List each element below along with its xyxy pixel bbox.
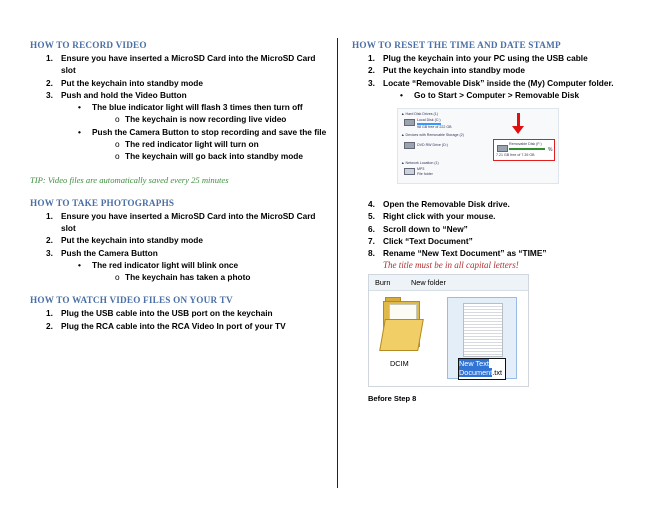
network-item-sub: File folder (417, 172, 433, 176)
list-item: 2. Put the keychain into standby mode (46, 235, 203, 246)
burn-button: Burn (375, 278, 391, 287)
list-item: 3. Locate “Removable Disk” inside the (My) Computer folder. (368, 77, 614, 88)
network-item: MP3 (417, 167, 425, 171)
list-item: • The blue indicator light will flash 3 times then turn off (78, 102, 303, 113)
folder-toolbar (369, 275, 528, 291)
dvd-drive-icon (404, 142, 415, 149)
hard-disk-header: ▲ Hard Disk Drives (1) (401, 112, 438, 116)
list-item: o The keychain is now recording live video (115, 114, 287, 125)
removable-disk-free: 7.21 GB free of 7.39 GB (496, 153, 535, 157)
rename-field: New Text Document.txt (458, 358, 506, 380)
list-item: • The red indicator light will blink once (78, 259, 239, 270)
list-item: 1. Plug the USB cable into the USB port on the keychain (46, 308, 273, 319)
dvd-label: DVD RW Drive (D:) (417, 143, 448, 147)
local-disk-free: 98 GB free of 222 GB (417, 125, 452, 129)
computer-folder-screenshot (397, 108, 559, 184)
trailing-mark: % (548, 147, 553, 153)
new-folder-button: New folder (411, 278, 446, 287)
network-folder-icon (404, 168, 415, 175)
text-document-icon (463, 303, 503, 357)
capital-letters-note: The title must be in all capital letters! (383, 260, 519, 271)
list-item: 5. Right click with your mouse. (368, 211, 496, 222)
reset-steps-a (352, 52, 652, 89)
list-item: 1. Ensure you have inserted a MicroSD Card into the MicroSD Card slot (46, 210, 316, 233)
list-item: 3. Push the Camera Button (46, 247, 158, 258)
folder-front (379, 319, 424, 351)
red-arrow-icon (517, 113, 520, 127)
tv-steps (30, 307, 330, 332)
watch-tv-heading: HOW TO WATCH VIDEO FILES ON YOUR TV (30, 295, 233, 306)
folder-window-screenshot (368, 274, 529, 387)
right-column (352, 40, 652, 101)
local-disk-label: Local Disk (C:) (417, 118, 441, 122)
list-item: 2. Plug the RCA cable into the RCA Video In port of your TV (46, 320, 286, 331)
network-header: ▲ Network Location (1) (401, 161, 439, 165)
before-step-8-caption: Before Step 8 (368, 394, 417, 403)
list-item: 7. Click “Text Document” (368, 235, 473, 246)
list-item: 2. Put the keychain into standby mode (368, 65, 525, 76)
list-item: 6. Scroll down to “New” (368, 223, 468, 234)
list-item: o The red indicator light will turn on (115, 139, 259, 150)
removable-disk-label: Removable Disk (F:) (509, 142, 542, 146)
list-item: 4. Open the Removable Disk drive. (368, 199, 510, 209)
list-item: 2. Put the keychain into standby mode (46, 77, 203, 88)
column-divider (337, 38, 338, 488)
removable-disk-highlight (493, 139, 555, 161)
reset-time-heading: HOW TO RESET THE TIME AND DATE STAMP (352, 40, 561, 50)
reset-steps-b-block (352, 198, 652, 272)
record-video-heading: HOW TO RECORD VIDEO (30, 40, 147, 50)
tip-note: TIP: Video files are automatically saved every 25 minutes (30, 174, 229, 185)
list-item: 3. Push and hold the Video Button (46, 89, 187, 100)
list-item: 1. Ensure you have inserted a MicroSD Card into the MicroSD Card slot (46, 53, 316, 76)
list-item: 1. Plug the keychain into your PC using the USB cable (368, 53, 588, 63)
red-arrow-head-icon (512, 126, 524, 134)
list-item: o The keychain will go back into standby mode (115, 151, 303, 162)
take-photos-heading: HOW TO TAKE PHOTOGRAPHS (30, 197, 175, 208)
record-steps (30, 52, 330, 101)
photo-steps (30, 210, 330, 259)
list-item: • Push the Camera Button to stop recording and save the file (78, 126, 327, 137)
dcim-label: DCIM (390, 359, 409, 368)
list-item: o The keychain has taken a photo (115, 272, 251, 283)
left-column (30, 40, 330, 332)
drive-icon (404, 119, 415, 126)
list-item: 8. Rename “New Text Document” as “TIME” (368, 248, 547, 259)
reset-steps-b (352, 198, 652, 259)
list-item: • Go to Start > Computer > Removable Disk (400, 89, 580, 100)
removable-header: ▲ Devices with Removable Storage (2) (401, 133, 464, 137)
usage-bar (509, 148, 545, 150)
usb-drive-icon (497, 145, 508, 152)
